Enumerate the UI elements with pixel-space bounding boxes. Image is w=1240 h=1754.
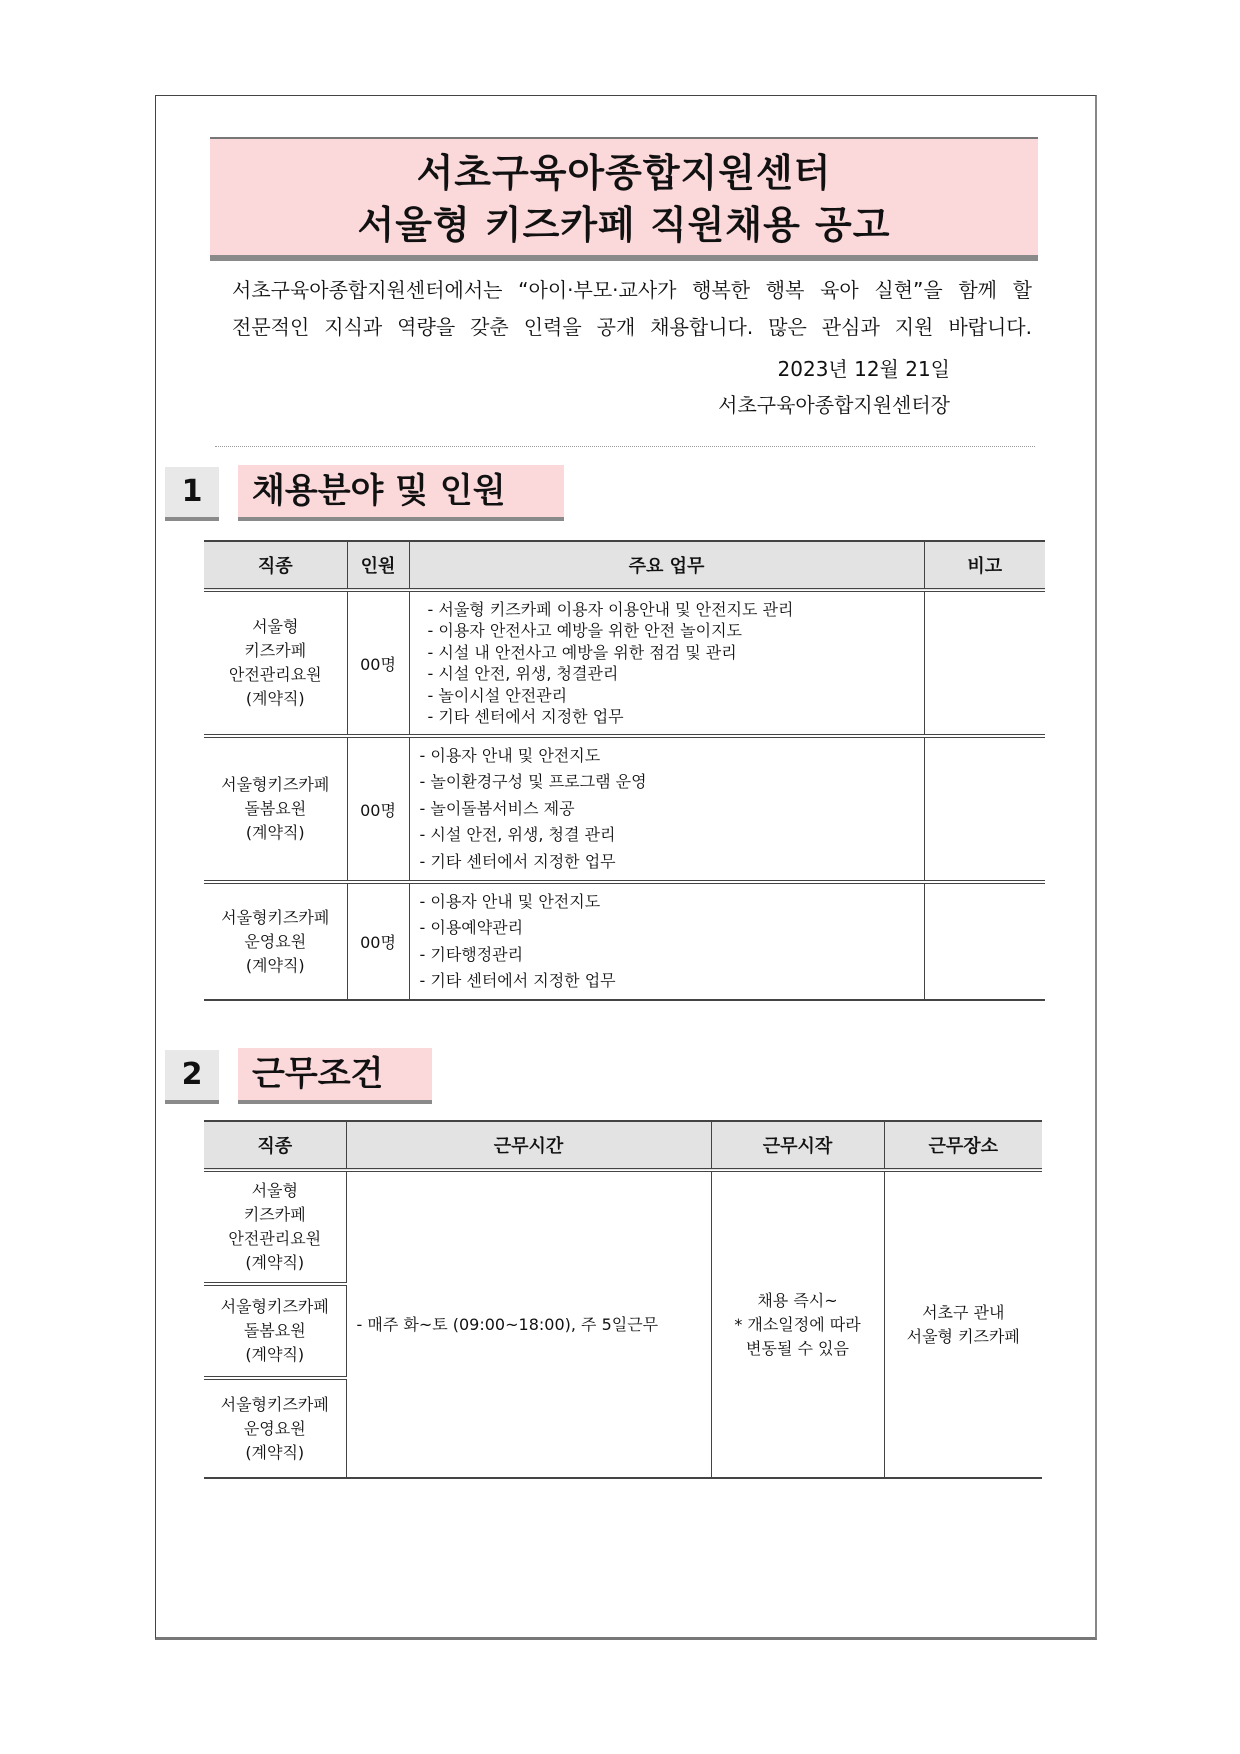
table-row <box>204 590 1045 736</box>
announcement-date: 2023년 12월 21일 <box>777 357 950 381</box>
job-line: 서울형키즈카페 <box>221 775 330 794</box>
table-row <box>204 882 1045 1000</box>
job-line: (계약직) <box>245 1253 305 1272</box>
table-header-row <box>204 541 1045 590</box>
duty-item: - 이용자 안전사고 예방을 위한 안전 놀이지도 <box>427 621 742 640</box>
job-line: (계약직) <box>245 955 305 975</box>
duty-item: - 기타 센터에서 지정한 업무 <box>427 707 624 726</box>
header-note: 비고 <box>924 541 1045 590</box>
duties-cell <box>409 882 924 1000</box>
job-line: 운영요원 <box>243 1418 306 1438</box>
work-hours-cell: - 매주 화~토 (09:00~18:00), 주 5일근무 <box>346 1170 711 1478</box>
header-job: 직종 <box>204 1121 346 1170</box>
job-line: (계약직) <box>245 823 305 842</box>
intro-paragraph <box>232 272 1032 346</box>
job-line: 안전관리요원 <box>228 1229 322 1248</box>
recruitment-table <box>204 540 1045 1001</box>
duty-item: - 시설 내 안전사고 예방을 위한 점검 및 관리 <box>427 642 737 662</box>
header-start: 근무시작 <box>711 1121 884 1170</box>
divider <box>215 446 1035 447</box>
title-line-1: 서초구육아종합지원센터 <box>416 151 832 195</box>
announcement-title <box>210 137 1038 261</box>
job-cell <box>204 736 347 882</box>
duty-item: - 시설 안전, 위생, 청결 관리 <box>419 825 616 845</box>
note-cell <box>924 590 1045 736</box>
work-start-cell <box>711 1170 884 1478</box>
duty-item: - 시설 안전, 위생, 청결관리 <box>427 664 619 683</box>
start-line: 채용 즉시~ <box>757 1290 838 1310</box>
job-line: 안전관리요원 <box>228 665 322 684</box>
job-line: 돌봄요원 <box>243 1321 306 1340</box>
job-line: 서울형 <box>251 1181 298 1200</box>
section-2-number: 2 <box>165 1050 219 1104</box>
job-line: (계약직) <box>245 1345 305 1364</box>
duty-item: - 놀이시설 안전관리 <box>427 685 568 705</box>
duty-item: - 놀이돌봄서비스 제공 <box>419 798 575 818</box>
duty-item: - 이용예약관리 <box>419 918 524 937</box>
intro-line-2: 전문적인 지식과 역량을 갖춘 인력을 공개 채용합니다. 많은 관심과 지원 바랍니다. <box>232 315 1032 339</box>
job-line: 서울형키즈카페 <box>221 907 330 927</box>
header-job: 직종 <box>204 541 347 590</box>
section-2-title: 근무조건 <box>238 1048 432 1104</box>
place-line: 서초구 관내 <box>922 1302 1005 1322</box>
header-hours: 근무시간 <box>346 1121 711 1170</box>
table-row <box>204 1170 1042 1284</box>
start-line: * 개소일정에 따라 <box>734 1314 861 1334</box>
job-line: 운영요원 <box>244 931 307 951</box>
duty-item: - 놀이환경구성 및 프로그램 운영 <box>419 772 647 792</box>
work-place-cell <box>884 1170 1042 1478</box>
job-cell <box>204 590 347 736</box>
duty-item: - 이용자 안내 및 안전지도 <box>419 745 601 765</box>
duty-item: - 이용자 안내 및 안전지도 <box>419 891 601 911</box>
table-header-row <box>204 1121 1042 1170</box>
count-cell: 00명 <box>347 736 409 882</box>
header-duties: 주요 업무 <box>409 541 924 590</box>
job-line: (계약직) <box>245 689 305 708</box>
note-cell <box>924 736 1045 882</box>
job-line: 서울형키즈카페 <box>220 1297 329 1316</box>
job-line: 서울형키즈카페 <box>220 1394 329 1414</box>
job-cell <box>204 882 347 1000</box>
job-line: (계약직) <box>245 1442 305 1462</box>
count-cell: 00명 <box>347 882 409 1000</box>
duties-cell <box>409 736 924 882</box>
duty-item: - 서울형 키즈카페 이용자 이용안내 및 안전지도 관리 <box>427 599 794 619</box>
conditions-table <box>204 1120 1042 1479</box>
job-line: 서울형 <box>252 617 299 636</box>
header-count: 인원 <box>347 541 409 590</box>
section-1-title: 채용분야 및 인원 <box>238 465 564 521</box>
duties-cell <box>409 590 924 736</box>
header-place: 근무장소 <box>884 1121 1042 1170</box>
job-cell <box>204 1284 346 1378</box>
duty-item: - 기타 센터에서 지정한 업무 <box>419 851 616 871</box>
job-line: 돌봄요원 <box>244 799 307 818</box>
job-cell <box>204 1378 346 1478</box>
table-row <box>204 736 1045 882</box>
note-cell <box>924 882 1045 1000</box>
place-line: 서울형 키즈카페 <box>906 1326 1020 1346</box>
job-line: 키즈카페 <box>244 641 307 660</box>
section-1-number: 1 <box>165 467 219 521</box>
job-line: 키즈카페 <box>243 1205 306 1224</box>
start-line: 변동될 수 있음 <box>746 1338 849 1358</box>
intro-line-1: 서초구육아종합지원센터에서는 “아이·부모·교사가 행복한 행복 육아 실현”을 함께 할 <box>232 278 1032 302</box>
duty-item: - 기타행정관리 <box>419 944 524 964</box>
title-line-2: 서울형 키즈카페 직원채용 공고 <box>357 203 891 247</box>
count-cell: 00명 <box>347 590 409 736</box>
duty-item: - 기타 센터에서 지정한 업무 <box>419 971 616 990</box>
signer: 서초구육아종합지원센터장 <box>718 393 950 417</box>
job-cell <box>204 1170 346 1284</box>
